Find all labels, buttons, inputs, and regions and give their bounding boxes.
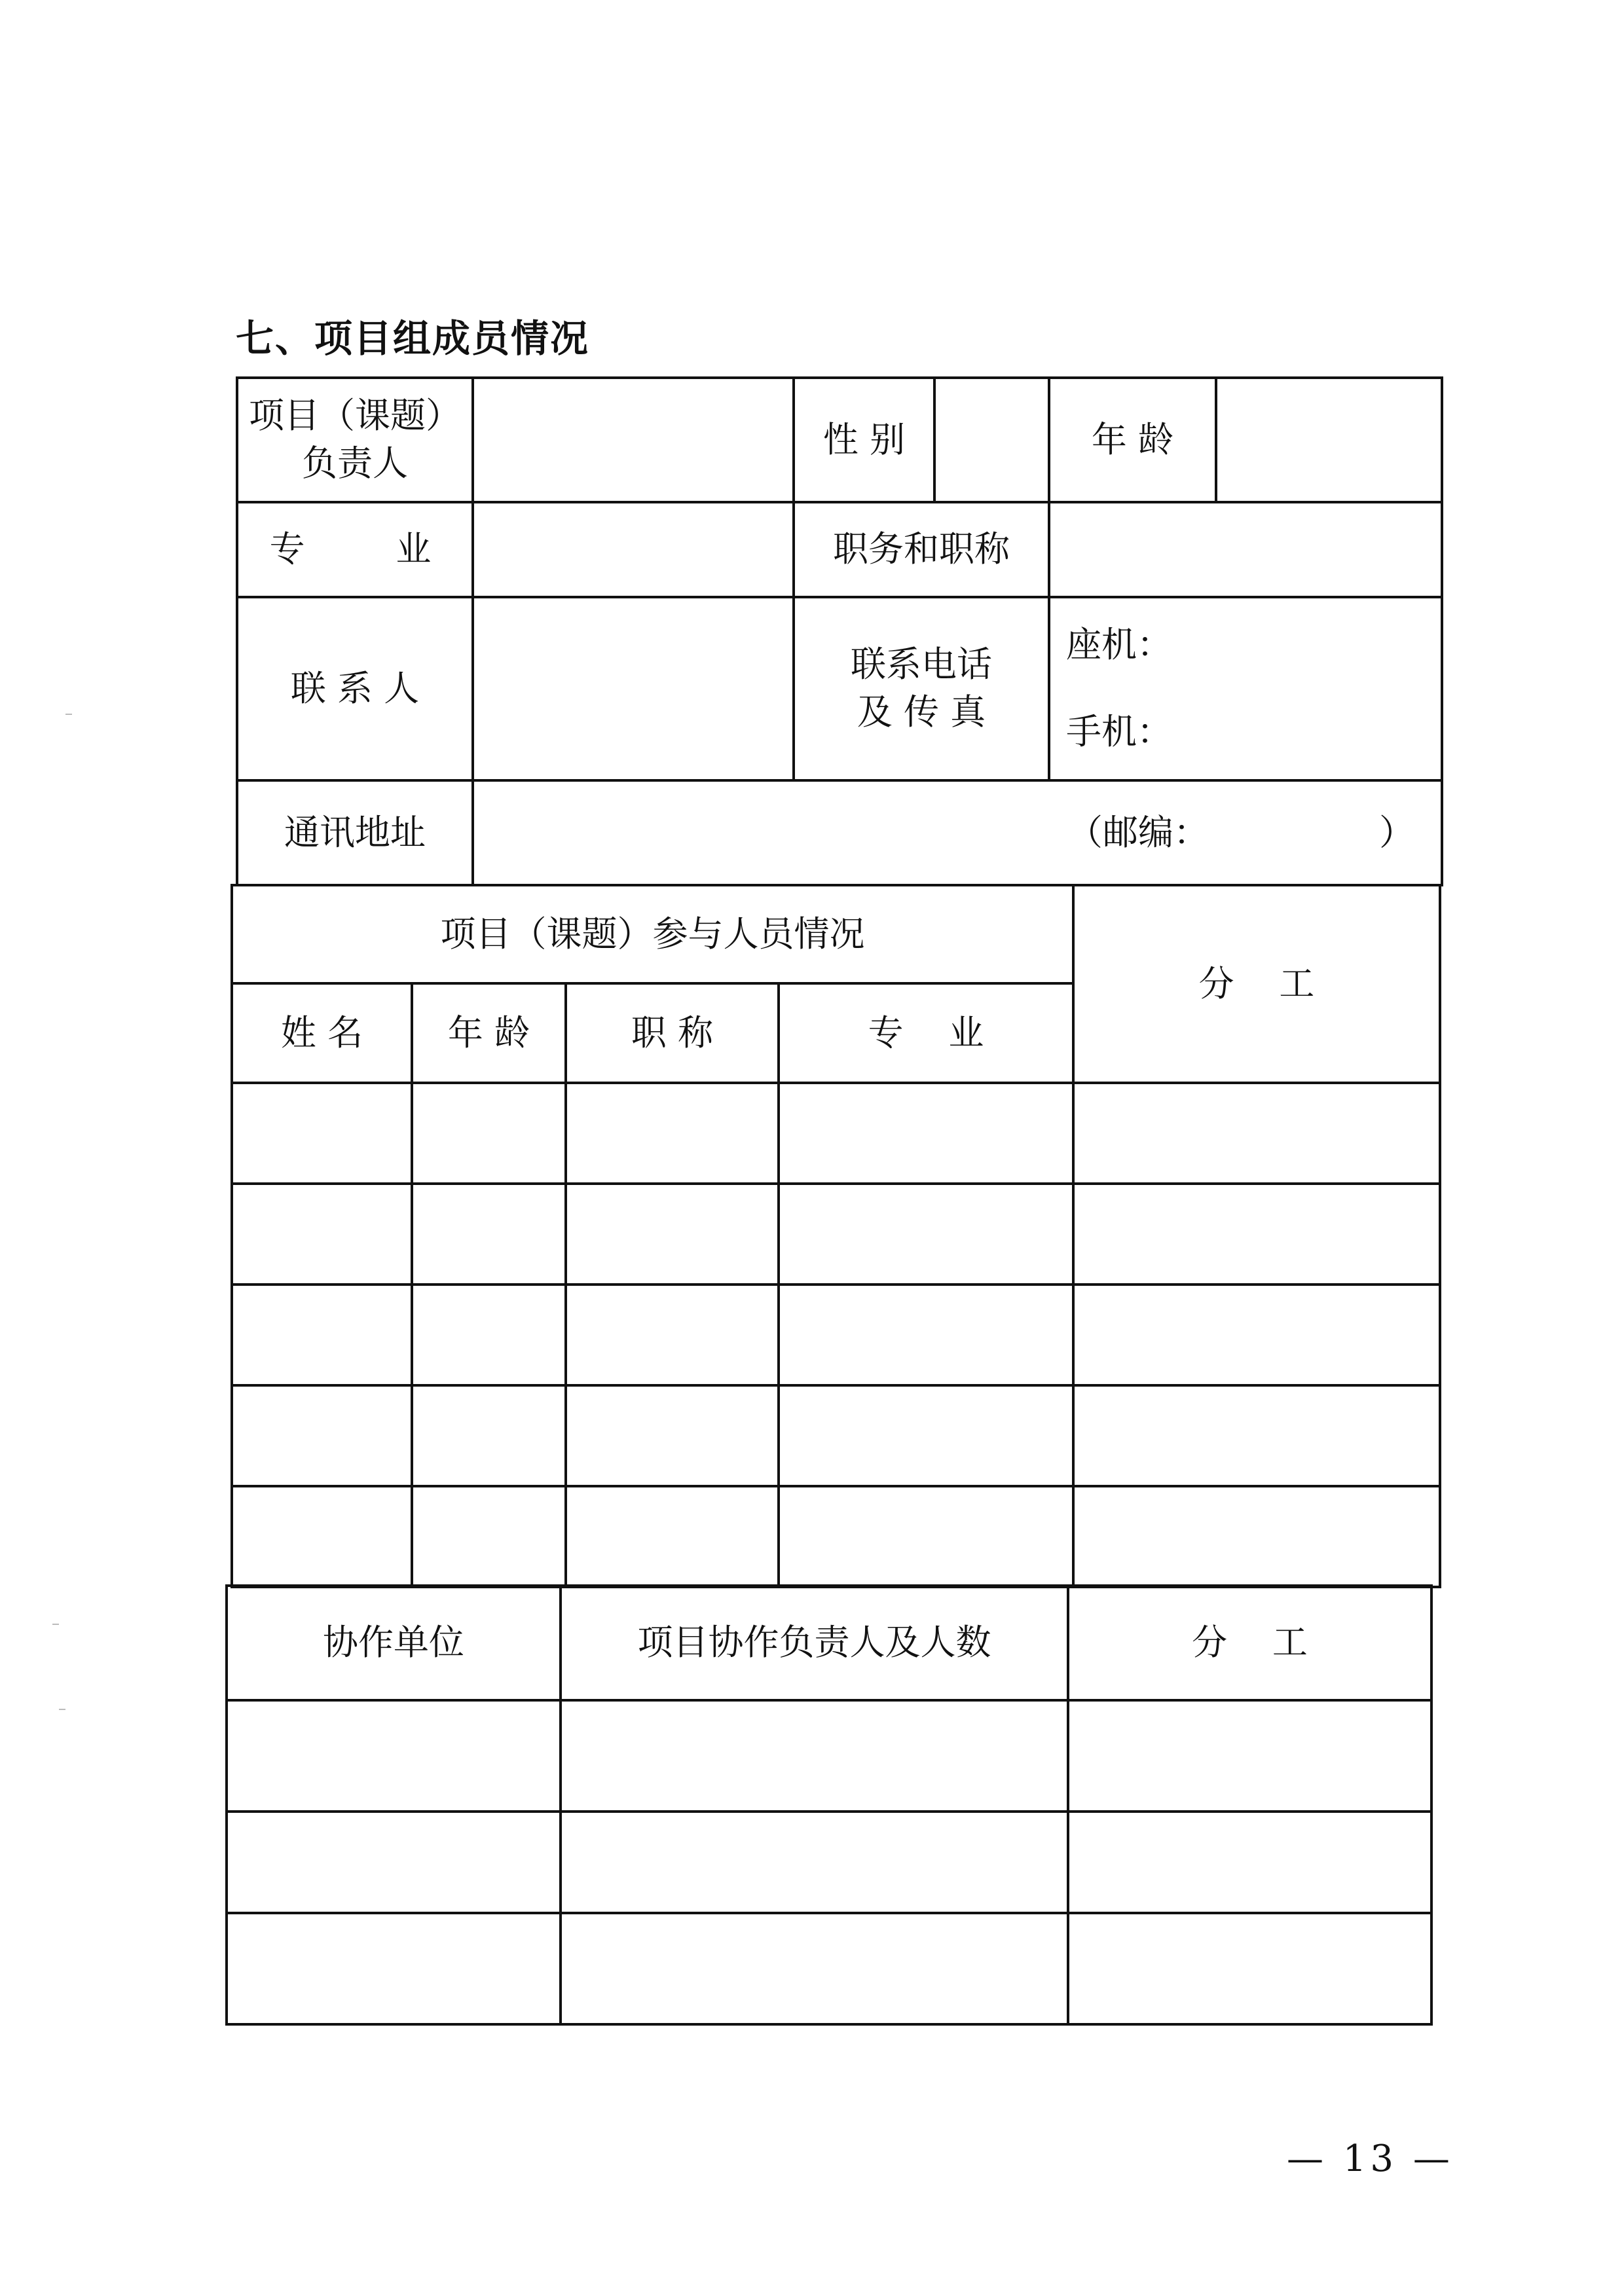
leader-name-field[interactable] [473,378,794,502]
collab-division-cell[interactable] [1068,1913,1431,2024]
leader-label-line1: 项目（课题） [249,395,461,437]
member-title-cell[interactable] [566,1486,779,1587]
scan-mark [59,1709,65,1710]
member-division-cell[interactable] [1073,1486,1440,1587]
member-division-cell[interactable] [1073,1083,1440,1184]
member-major-cell[interactable] [779,1184,1073,1285]
member-row [232,1184,1440,1285]
position-field[interactable] [1049,502,1442,597]
member-age-cell[interactable] [412,1486,566,1587]
member-major-cell[interactable] [779,1385,1073,1486]
position-label: 职务和职称 [794,502,1049,597]
collab-row [227,1812,1431,1913]
contact-label: 联 系 人 [237,597,473,780]
member-division-cell[interactable] [1073,1184,1440,1285]
collab-unit-cell[interactable] [227,1913,561,2024]
contact-field[interactable] [473,597,794,780]
collab-leader-cell[interactable] [561,1812,1068,1913]
postal-blank[interactable] [1209,809,1379,857]
address-field[interactable] [473,780,1442,885]
major-label: 专 业 [237,502,473,597]
member-name-cell[interactable] [232,1285,412,1385]
member-major-cell[interactable] [779,1285,1073,1385]
postal-close: ） [1379,811,1414,853]
member-name-cell[interactable] [232,1486,412,1587]
member-division-cell[interactable] [1073,1285,1440,1385]
members-division-header: 分 工 [1073,885,1440,1083]
leader-info-table [236,376,1443,886]
major-field[interactable] [473,502,794,597]
member-major-cell[interactable] [779,1486,1073,1587]
member-title-cell[interactable] [566,1385,779,1486]
phone-label-line2: 及 传 真 [857,691,986,733]
address-label: 通讯地址 [237,780,473,885]
member-row [232,1083,1440,1184]
member-age-cell[interactable] [412,1385,566,1486]
phone-label-line1: 联系电话 [851,644,992,685]
member-major-cell[interactable] [779,1083,1073,1184]
collab-leader-header: 项目协作负责人及人数 [561,1586,1068,1700]
member-age-cell[interactable] [412,1184,566,1285]
member-name-cell[interactable] [232,1385,412,1486]
members-group-header: 项目（课题）参与人员情况 [232,885,1073,983]
collaboration-table [225,1584,1433,2026]
mobile-label: 手机： [1066,711,1172,752]
member-title-cell[interactable] [566,1184,779,1285]
member-title-cell[interactable] [566,1285,779,1385]
age-field[interactable] [1216,378,1442,502]
phone-field[interactable] [1049,597,1442,780]
member-title-cell[interactable] [566,1083,779,1184]
scan-mark [52,1624,59,1625]
member-row [232,1385,1440,1486]
landline-label: 座机： [1066,624,1172,666]
member-row [232,1486,1440,1587]
collab-unit-header: 协作单位 [227,1586,561,1700]
collab-leader-cell[interactable] [561,1913,1068,2024]
age-label: 年 龄 [1049,378,1216,502]
members-table [231,884,1441,1588]
leader-label-line2: 负责人 [302,443,408,484]
collab-row [227,1913,1431,2024]
scan-mark [65,714,72,715]
collab-leader-cell[interactable] [561,1700,1068,1812]
collab-division-header: 分 工 [1068,1586,1431,1700]
gender-field[interactable] [934,378,1049,502]
col-title-header: 职 称 [566,983,779,1083]
member-age-cell[interactable] [412,1285,566,1385]
leader-label-cell [237,378,473,502]
member-age-cell[interactable] [412,1083,566,1184]
member-name-cell[interactable] [232,1083,412,1184]
section-title: 七、项目组成员情况 [236,316,590,361]
collab-division-cell[interactable] [1068,1812,1431,1913]
postal-open: （邮编： [1067,811,1209,853]
page-number: — 13 — [1287,2138,1454,2180]
col-major-header: 专 业 [779,983,1073,1083]
collab-unit-cell[interactable] [227,1812,561,1913]
gender-label: 性 别 [794,378,934,502]
collab-row [227,1700,1431,1812]
phone-label-cell [794,597,1049,780]
member-name-cell[interactable] [232,1184,412,1285]
col-age-header: 年 龄 [412,983,566,1083]
collab-unit-cell[interactable] [227,1700,561,1812]
member-row [232,1285,1440,1385]
collab-division-cell[interactable] [1068,1700,1431,1812]
col-name-header: 姓 名 [232,983,412,1083]
member-division-cell[interactable] [1073,1385,1440,1486]
